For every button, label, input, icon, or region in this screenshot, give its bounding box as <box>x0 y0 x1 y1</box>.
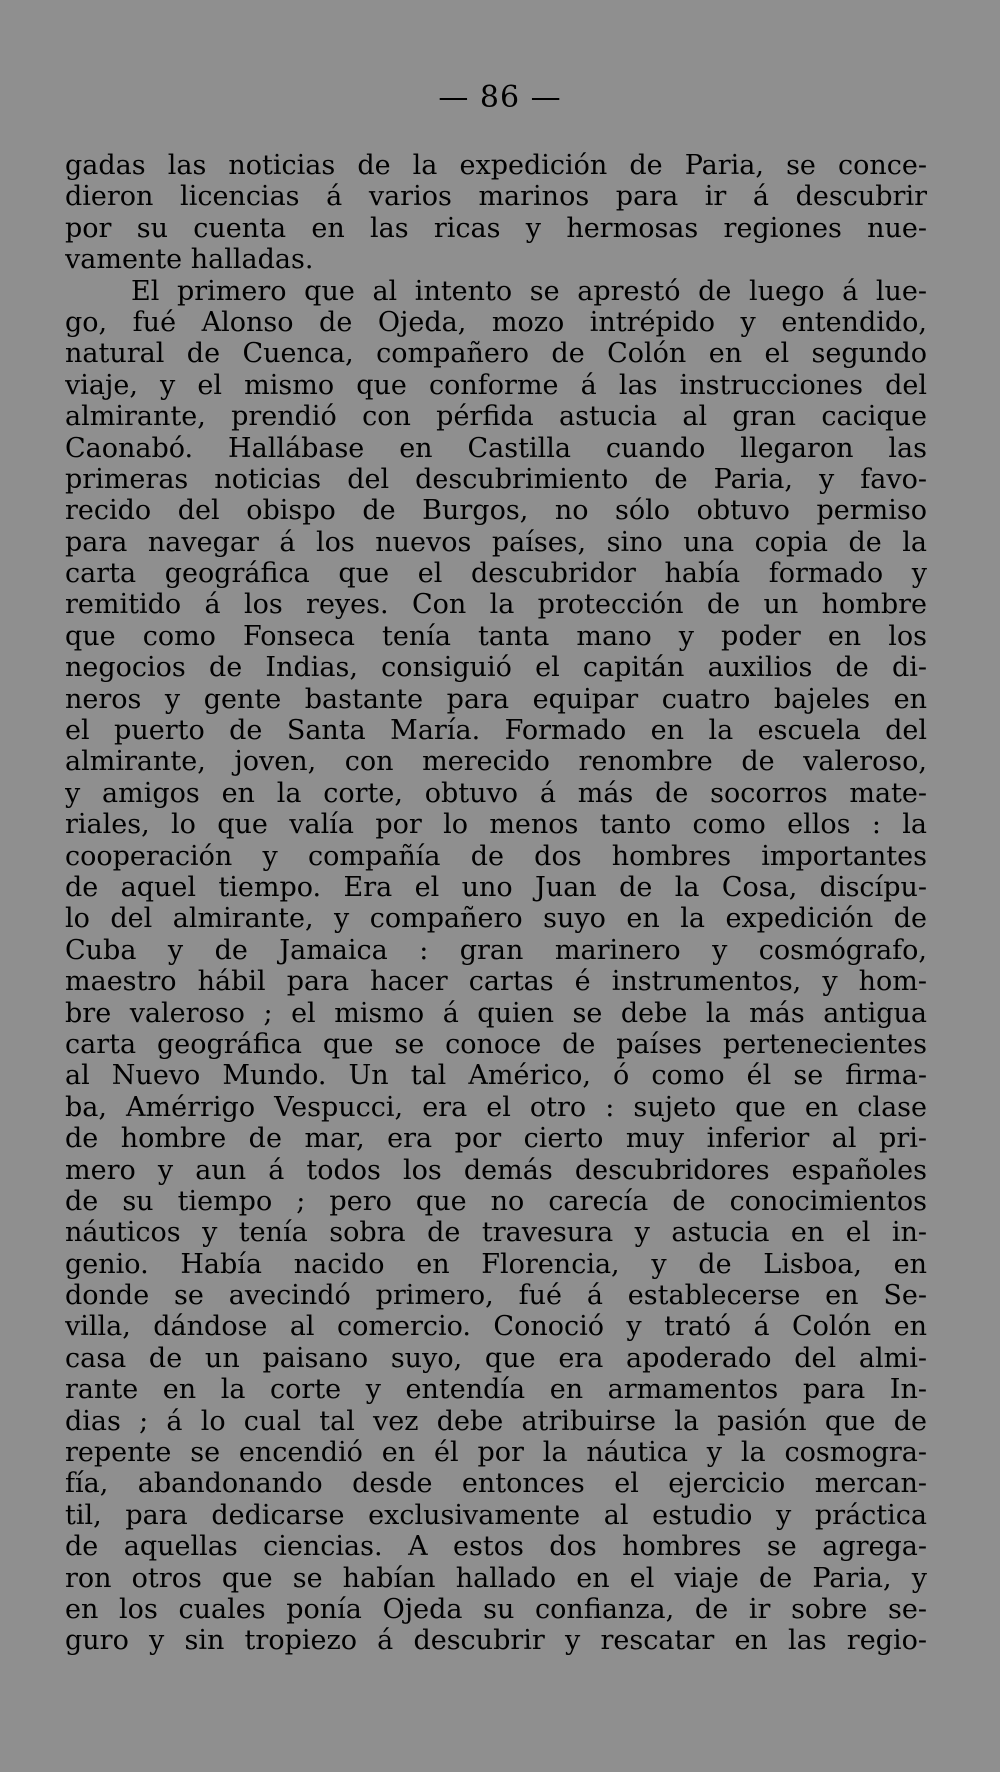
text-line: Cuba y de Jamaica : gran marinero y cosmógrafo, <box>65 934 927 966</box>
text-line: El primero que al intento se aprestó de luego á lue- <box>131 275 927 307</box>
text-line: por su cuenta en las ricas y hermosas regiones nue- <box>65 212 927 244</box>
text-line: casa de un paisano suyo, que era apoderado del almi- <box>65 1342 927 1374</box>
text-line: y amigos en la corte, obtuvo á más de socorros mate- <box>65 777 927 809</box>
body-text <box>65 150 927 1657</box>
text-line: villa, dándose al comercio. Conoció y trató á Colón en <box>65 1311 927 1343</box>
text-line: en los cuales ponía Ojeda su confianza, de ir sobre se- <box>65 1593 927 1625</box>
text-line: riales, lo que valía por lo menos tanto como ellos : la <box>65 809 927 841</box>
text-line: almirante, joven, con merecido renombre de valeroso, <box>65 746 927 778</box>
text-line: mero y aun á todos los demás descubridores españoles <box>65 1154 927 1186</box>
text-line: rante en la corte y entendía en armamentos para In- <box>65 1374 927 1406</box>
text-line: neros y gente bastante para equipar cuatro bajeles en <box>65 683 927 715</box>
text-line: donde se avecindó primero, fué á establecerse en Se- <box>65 1280 927 1312</box>
text-line: fía, abandonando desde entonces el ejercicio mercan- <box>65 1468 927 1500</box>
text-line: dieron licencias á varios marinos para ir á descubrir <box>65 181 927 213</box>
text-line: ron otros que se habían hallado en el viaje de Paria, y <box>65 1562 927 1594</box>
text-line: recido del obispo de Burgos, no sólo obtuvo permiso <box>65 495 927 527</box>
text-line: go, fué Alonso de Ojeda, mozo intrépido y entendido, <box>65 306 927 338</box>
text-line: carta geográfica que se conoce de países pertenecientes <box>65 1028 927 1060</box>
text-line: para navegar á los nuevos países, sino una copia de la <box>65 526 927 558</box>
text-line: carta geográfica que el descubridor había formado y <box>65 558 927 590</box>
text-line: gadas las noticias de la expedición de Paria, se conce- <box>65 150 927 181</box>
text-line: al Nuevo Mundo. Un tal Américo, ó como él se firma- <box>65 1060 927 1092</box>
page-number: — 86 — <box>438 80 562 115</box>
text-line: natural de Cuenca, compañero de Colón en el segundo <box>65 338 927 370</box>
text-line: negocios de Indias, consiguió el capitán auxilios de di- <box>65 652 927 684</box>
text-line: de aquel tiempo. Era el uno Juan de la Cosa, discípu- <box>65 871 927 903</box>
text-line: dias ; á lo cual tal vez debe atribuirse la pasión que de <box>65 1405 927 1437</box>
text-line: viaje, y el mismo que conforme á las instrucciones del <box>65 369 927 401</box>
text-line: bre valeroso ; el mismo á quien se debe la más antigua <box>65 997 927 1029</box>
text-line: lo del almirante, y compañero suyo en la expedición de <box>65 903 927 935</box>
text-line: náuticos y tenía sobra de travesura y astucia en el in- <box>65 1217 927 1249</box>
text-line: de hombre de mar, era por cierto muy inferior al pri- <box>65 1123 927 1155</box>
text-line: Caonabó. Hallábase en Castilla cuando llegaron las <box>65 432 927 464</box>
text-line: cooperación y compañía de dos hombres importantes <box>65 840 927 872</box>
text-line: primeras noticias del descubrimiento de Paria, y favo- <box>65 463 927 495</box>
text-line: repente se encendió en él por la náutica y la cosmogra- <box>65 1437 927 1469</box>
text-line: remitido á los reyes. Con la protección de un hombre <box>65 589 927 621</box>
text-line: maestro hábil para hacer cartas é instrumentos, y hom- <box>65 966 927 998</box>
text-line: guro y sin tropiezo á descubrir y rescatar en las regio- <box>65 1625 927 1657</box>
text-line: de su tiempo ; pero que no carecía de conocimientos <box>65 1185 927 1217</box>
text-line: que como Fonseca tenía tanta mano y poder en los <box>65 620 927 652</box>
text-line: almirante, prendió con pérfida astucia al gran cacique <box>65 401 927 433</box>
text-line: el puerto de Santa María. Formado en la escuela del <box>65 715 927 747</box>
text-line: til, para dedicarse exclusivamente al estudio y práctica <box>65 1499 927 1531</box>
text-line: genio. Había nacido en Florencia, y de Lisboa, en <box>65 1248 927 1280</box>
text-line: de aquellas ciencias. A estos dos hombres se agrega- <box>65 1531 927 1563</box>
text-line: vamente halladas. <box>65 244 314 276</box>
text-line: ba, Amérrigo Vespucci, era el otro : sujeto que en clase <box>65 1091 927 1123</box>
